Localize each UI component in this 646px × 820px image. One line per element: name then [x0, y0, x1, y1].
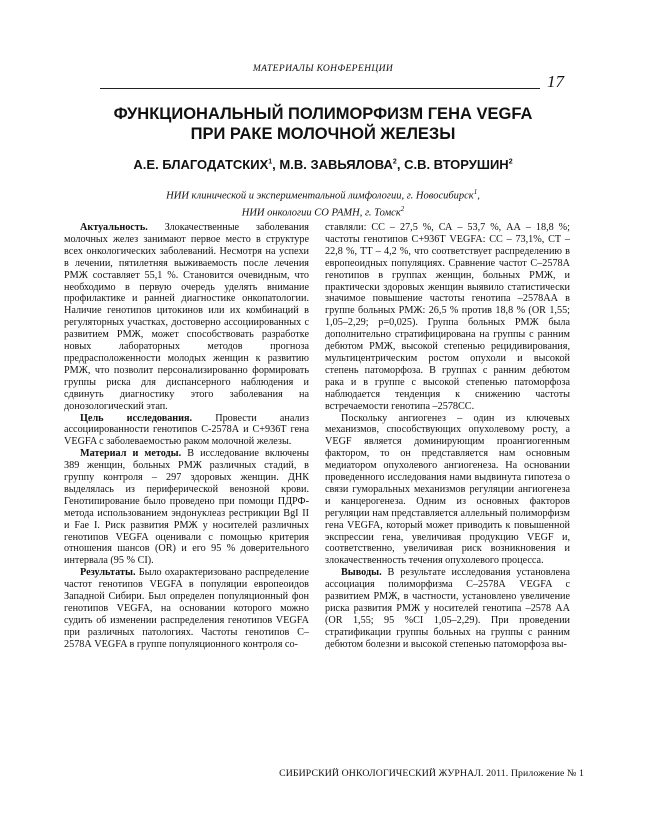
left-column — [64, 222, 309, 651]
author-name: А.Е. БЛАГОДАТСКИХ — [133, 157, 269, 172]
affiliations — [40, 186, 606, 219]
heading-relevance: Актуальность. — [80, 222, 148, 233]
author-list — [40, 157, 606, 172]
text-conclusions: В результате исследования установлена ассоциация полиморфизма С–2578А VEGFA с развитием РМЖ, в частности, установлено увеличение риска развития РМЖ у носителей генотипа –2578 АА (OR 1,55; 95 %CI 1,05–2,29). При проведении стратификации группы больных на группы с ранним дебютом болезни и высокой степенью патоморфоза вы- — [325, 567, 570, 650]
affiliation-1-text: НИИ клинической и экспериментальной лимфологии, г. Новосибирск — [166, 190, 474, 202]
author-affiliation-mark: 2 — [508, 158, 513, 166]
article-title — [40, 104, 606, 144]
paragraph-results-continued: ставляли: СС – 27,5 %, СА – 53,7 %, АА – 18,8 %; частоты генотипов С+936Т VEGFA: СС – 73,1%, СТ – 22,8 %, ТТ – 4,2 %, что соответствует распределению в европеоидных популяциях. Сравнение частот С–2578А генотипов в группах женщин, больных РМЖ, и практически здоровых женщин выявило статистически значимое повышение частоты генотипа –2578АА в группе больных РМЖ: 26,5 % против 18,8 % (OR 1,55; 1,05–2,29; р=0,025). Группа больных РМЖ была дополнительно стратифицирована на группы с ранним дебютом РМЖ, высокой степенью рецидивирования, мультицентрическим ростом опухоли и высокой степень патоморфоза. В группах с ранним дебютом рака и в группе с высокой степенью патоморфоза наблюдается тенденция к снижению частоты встречаемости генотипа –2578СС. — [325, 222, 570, 412]
heading-aim: Цель исследования. — [80, 412, 193, 424]
article-title-line-1: ФУНКЦИОНАЛЬНЫЙ ПОЛИМОРФИЗМ ГЕНА VEGFA — [113, 105, 533, 123]
author-separator: , — [396, 157, 405, 172]
heading-methods: Материал и методы. — [80, 448, 182, 460]
page-number: 17 — [547, 72, 564, 91]
author-affiliation-mark: 1 — [268, 158, 273, 166]
affiliation-2-mark: 2 — [400, 204, 405, 213]
author-affiliation-mark: 2 — [392, 158, 397, 166]
text-methods: В исследование включены 389 женщин, больных РМЖ различных стадий, в группу контроля – 297 здоровых женщин. ДНК выделялась из периферической венозной крови. Генотипирование было проведено при помощи ПДРФ-метода использованием эндонуклеаз рестрикции BgI II и Fae I. Риск развития РМЖ у носителей различных генотипов VEGFA оценивали с помощью критерия отношения шансов (OR) и его 95 % доверительного интервала (95 % CI). — [64, 448, 310, 567]
affiliation-separator: , — [477, 190, 480, 202]
author-separator: , — [272, 157, 280, 172]
paragraph-aim — [64, 413, 309, 449]
article-title-line-2: ПРИ РАКЕ МОЛОЧНОЙ ЖЕЛЕЗЫ — [190, 125, 456, 143]
running-header: МАТЕРИАЛЫ КОНФЕРЕНЦИИ — [252, 64, 394, 74]
affiliation-1-mark: 1 — [473, 188, 478, 196]
paragraph-conclusions — [325, 567, 570, 650]
author-name: М.В. ЗАВЬЯЛОВА — [279, 157, 393, 172]
paragraph-methods — [64, 448, 309, 567]
author-name: С.В. ВТОРУШИН — [404, 157, 509, 172]
heading-conclusions: Выводы. — [341, 567, 382, 579]
paragraph-relevance — [64, 222, 309, 413]
affiliation-1 — [40, 186, 606, 203]
paragraph-results — [64, 567, 309, 650]
header-rule — [100, 88, 540, 89]
heading-results: Результаты. — [80, 567, 136, 579]
text-relevance: Злокачественные заболевания молочных желез занимают первое место в структуре всех онкологических заболеваний. Несмотря на успехи в лечении, пятилетняя выживаемость после лечения РМЖ составляет 55,1 %. Становится очевидным, что необходимо в первую очередь уделять внимание профилактике и ранней диагностике онкопатологии. Наличие генотипов цитокинов или их комбинаций в регуляторных участках, достоверно ассоциированных с развитием РМЖ, может способствовать разработке новых лабораторных методов прогноза предрасположенности молодых женщин к развитию РМЖ, что позволит персонализированно формировать группы риска для диспансерного наблюдения и сдвинуть диагностику этого заболевания на донозологический этап. — [64, 222, 309, 412]
paragraph-discussion: Поскольку ангиогенез – один из ключевых механизмов, способствующих опухолевому росту, а VEGF является доминирующим проангиогенным фактором, то он представляется нам основным медиатором опухолевого ангиогенеза. На основании проведенного исследования нами выдвинута гипотеза о связи гуморальных механизмов регуляции ангиогенеза и канцерогенеза. Одним из основных факторов регуляции нам представляется аллельный полиморфизм гена VEGFA, который может приводить к повышенной экспрессии гена, увеличивая продукцию VEGF и, соответственно, увеличивая риск возникновения и злокачественность течения опухолевого процесса. — [325, 412, 570, 567]
journal-footer: СИБИРСКИЙ ОНКОЛОГИЧЕСКИЙ ЖУРНАЛ. 2011. Приложение № 1 — [279, 768, 584, 779]
right-column — [325, 222, 570, 651]
text-results: Было охарактеризовано распределение частот генотипов VEGFA в популяции европеоидов Западной Сибири. Был определен популяционный фон генотипов VEGFA, на основании которого можно судить об изменении распределения генотипов VEGFA при различных патологиях. Частоты генотипов С–2578А VEGFA в группе популяционного контроля со- — [64, 567, 309, 650]
text-aim: Провести анализ ассоциированности генотипов С-2578А и С+936Т гена VEGFA с заболеваемостью раком молочной железы. — [64, 412, 309, 448]
affiliation-2 — [40, 203, 606, 220]
affiliation-2-text: НИИ онкологии СО РАМН, г. Томск — [241, 207, 401, 218]
